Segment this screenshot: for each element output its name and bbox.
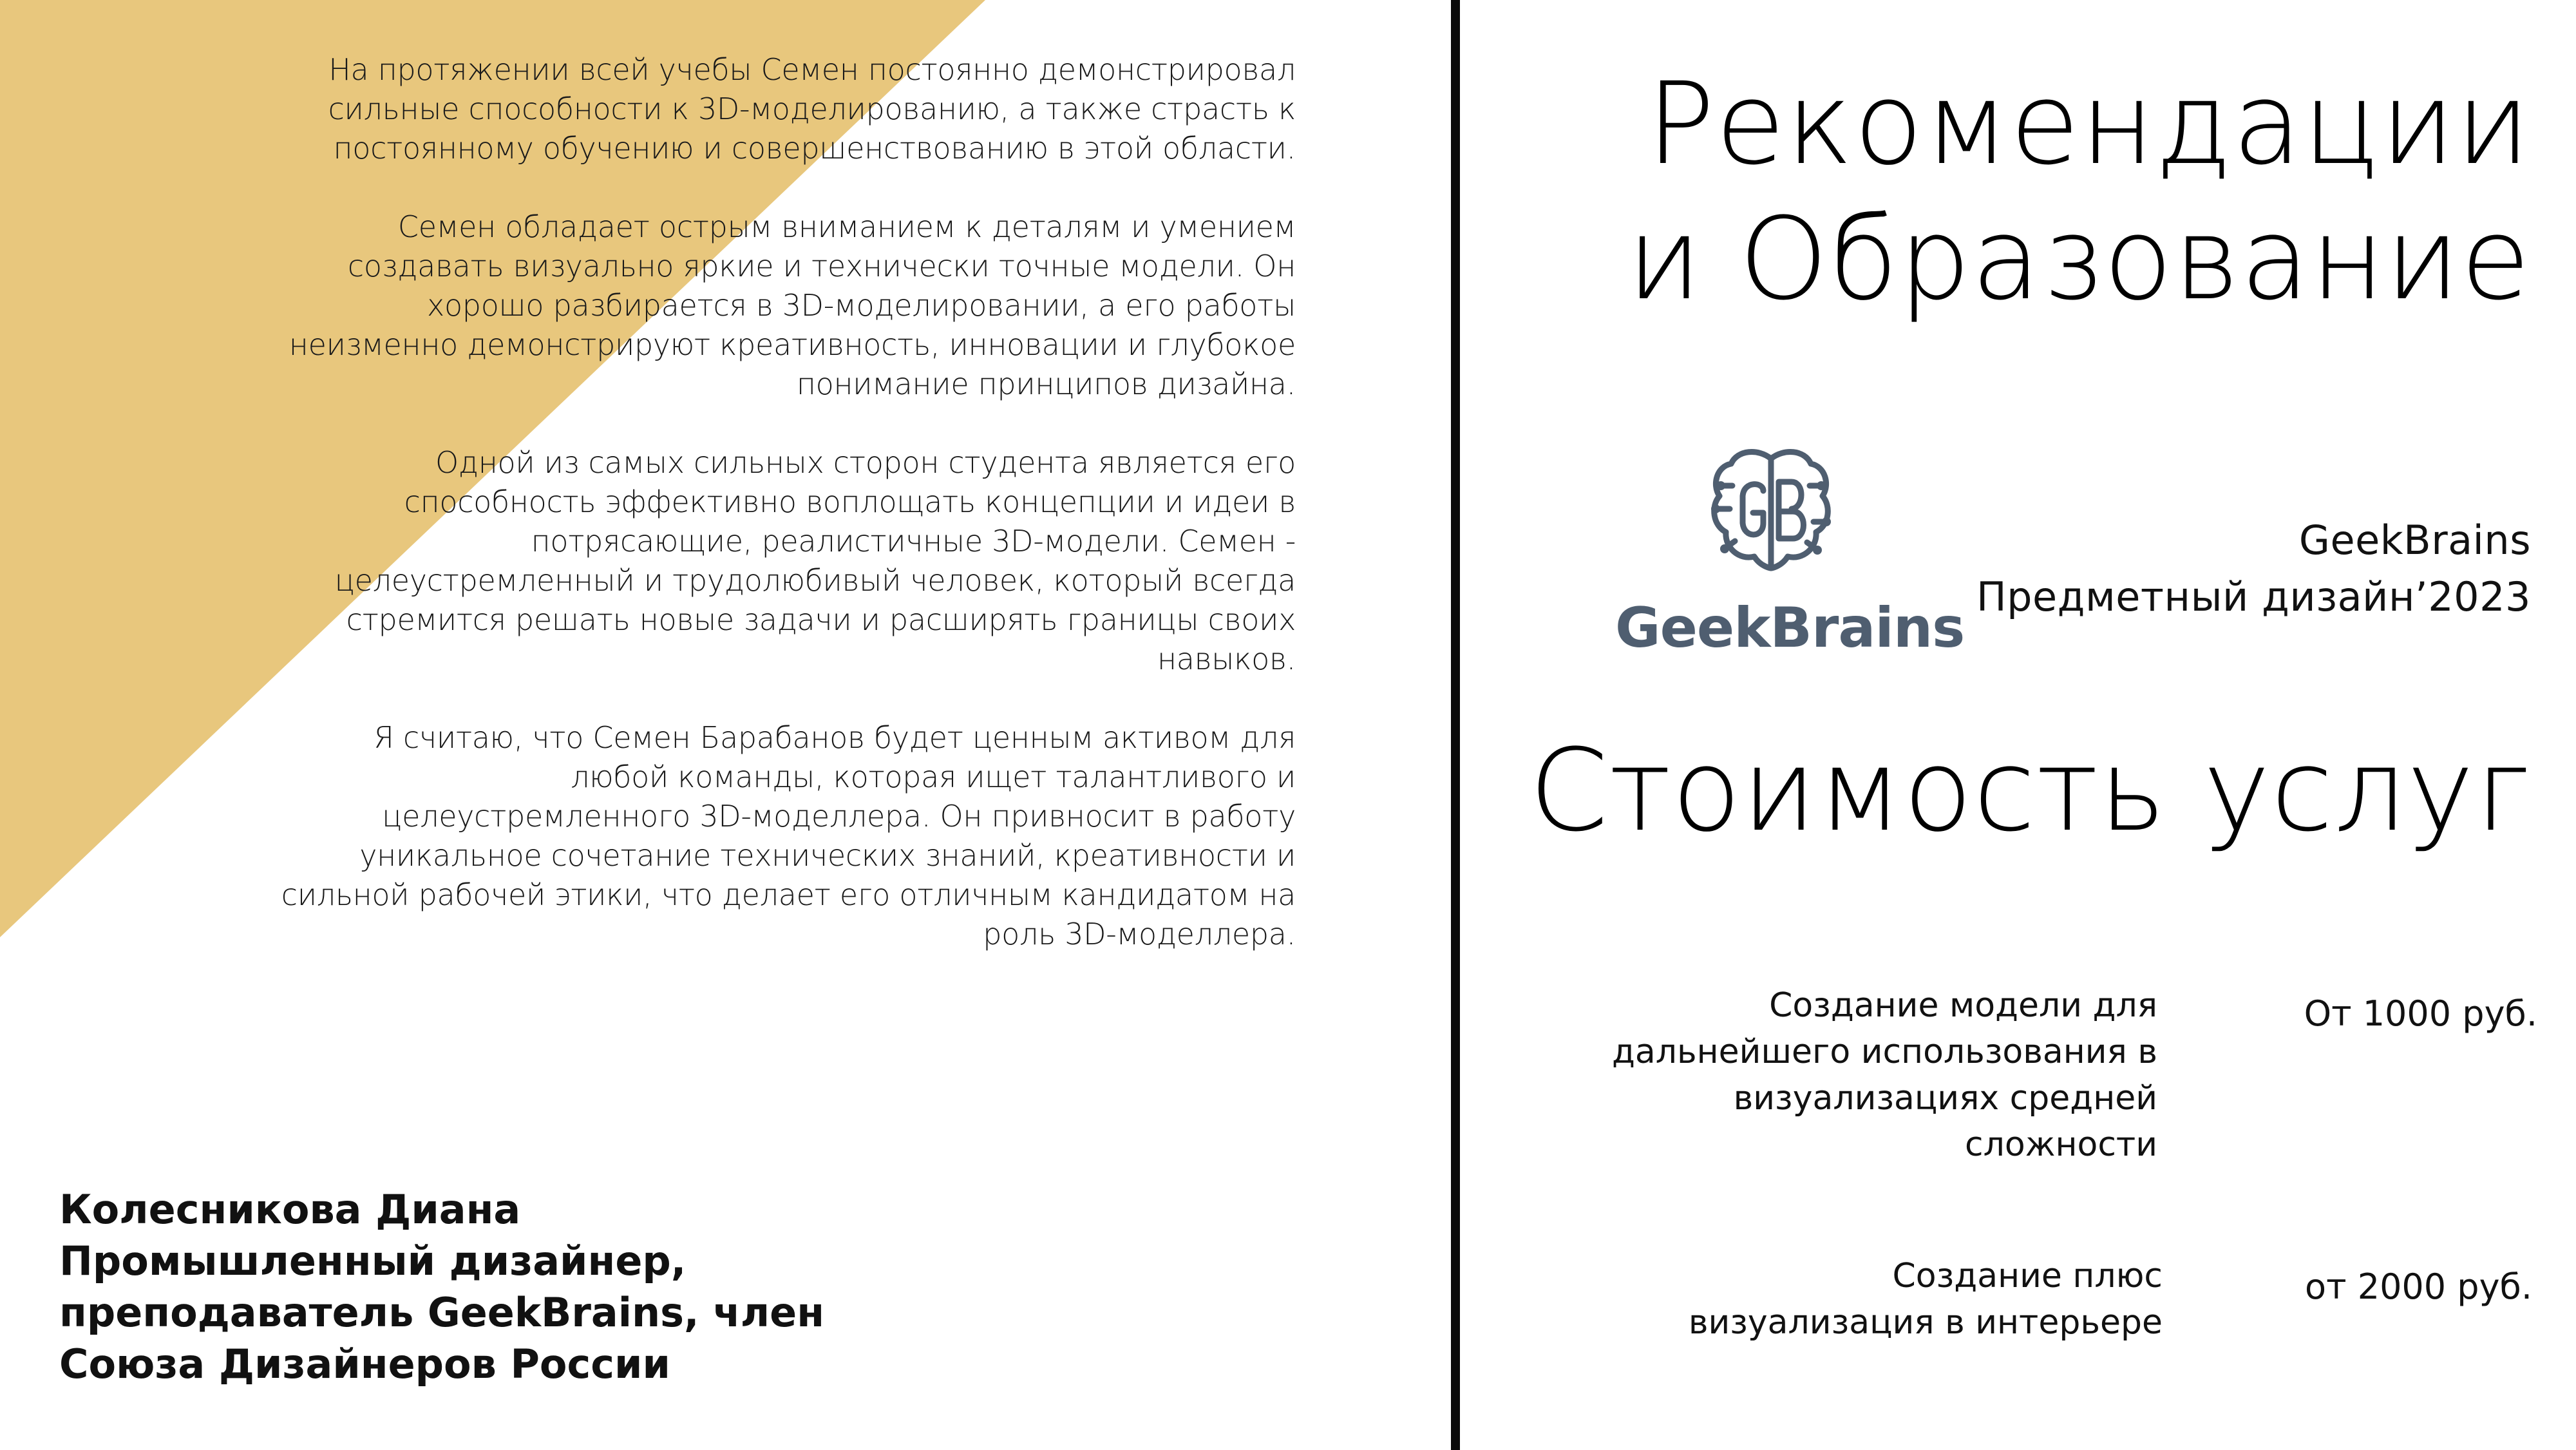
letter-line: создавать визуально яркие и технически точные модели. Он: [347, 249, 1296, 283]
author-title: Промышленный дизайнер,: [59, 1237, 687, 1284]
service-line: Создание плюс: [1892, 1257, 2163, 1295]
heading-recommendations: [1501, 57, 2531, 327]
letter-line: сильные способности к 3D-моделированию, а также страсть к: [328, 91, 1296, 126]
recommendation-letter: [167, 50, 1296, 954]
school-name: GeekBrains: [2298, 517, 2531, 564]
service-description-1: [1578, 982, 2157, 1168]
heading-line: и Образование: [1627, 193, 2531, 325]
letter-line: навыков.: [1157, 642, 1296, 676]
author-name: Колесникова Диана: [59, 1186, 521, 1233]
letter-line: Семен обладает острым вниманием к деталям и умением: [397, 209, 1296, 244]
letter-line: способность эффективно воплощать концепции и идеи в: [404, 484, 1296, 519]
letter-line: целеустремленный и трудолюбивый человек, который всегда: [334, 563, 1296, 598]
letter-paragraph-3: [167, 443, 1296, 679]
author-signature: [59, 1184, 961, 1390]
service-line: визуализация в интерьере: [1688, 1303, 2163, 1342]
letter-line: потрясающие, реалистичные 3D-модели. Семен -: [531, 524, 1296, 558]
heading-line: Рекомендации: [1646, 58, 2531, 190]
brain-gb-icon: [1707, 444, 1835, 577]
service-line: визуализациях средней: [1733, 1079, 2157, 1118]
service-price-2: от 2000 руб.: [2305, 1266, 2532, 1307]
letter-line: сильной рабочей этики, что делает его отличным кандидатом на: [281, 877, 1296, 912]
letter-paragraph-1: [167, 50, 1296, 168]
letter-line: роль 3D-моделлера.: [983, 917, 1296, 951]
letter-line: На протяжении всей учебы Семен постоянно демонстрировал: [328, 52, 1296, 87]
letter-line: Я считаю, что Семен Барабанов будет ценным активом для: [374, 720, 1296, 755]
letter-line: понимание принципов дизайна.: [796, 367, 1296, 401]
letter-line: неизменно демонстрируют креативность, инновации и глубокое: [289, 327, 1296, 362]
service-description-2: [1583, 1253, 2163, 1346]
vertical-divider: [1451, 0, 1460, 1450]
letter-line: хорошо разбирается в 3D-моделировании, а его работы: [427, 288, 1296, 323]
letter-line: Одной из самых сильных сторон студента является его: [435, 445, 1296, 480]
letter-line: целеустремленного 3D-моделлера. Он привносит в работу: [382, 799, 1296, 834]
logo-wordmark: GeekBrains: [1615, 596, 1965, 660]
service-line: дальнейшего использования в: [1611, 1033, 2157, 1071]
author-title: преподаватель GeekBrains, член: [59, 1289, 825, 1336]
course-name: Предметный дизайн’2023: [1976, 573, 2531, 620]
author-title: Союза Дизайнеров России: [59, 1340, 670, 1388]
service-price-1: От 1000 руб.: [2304, 993, 2537, 1034]
letter-line: постоянному обучению и совершенствованию в этой области.: [333, 131, 1296, 166]
letter-line: стремится решать новые задачи и расширять границы своих: [346, 602, 1296, 637]
school-info: [1976, 512, 2531, 625]
geekbrains-logo: [1604, 444, 1965, 663]
service-line: Создание модели для: [1769, 986, 2157, 1025]
letter-paragraph-4: [167, 718, 1296, 954]
service-line: сложности: [1965, 1125, 2157, 1164]
letter-line: уникальное сочетание технических знаний, креативности и: [359, 838, 1296, 873]
letter-line: любой команды, которая ищет талантливого и: [571, 759, 1296, 794]
letter-paragraph-2: [167, 207, 1296, 404]
heading-prices: Стоимость услуг: [1529, 725, 2531, 857]
